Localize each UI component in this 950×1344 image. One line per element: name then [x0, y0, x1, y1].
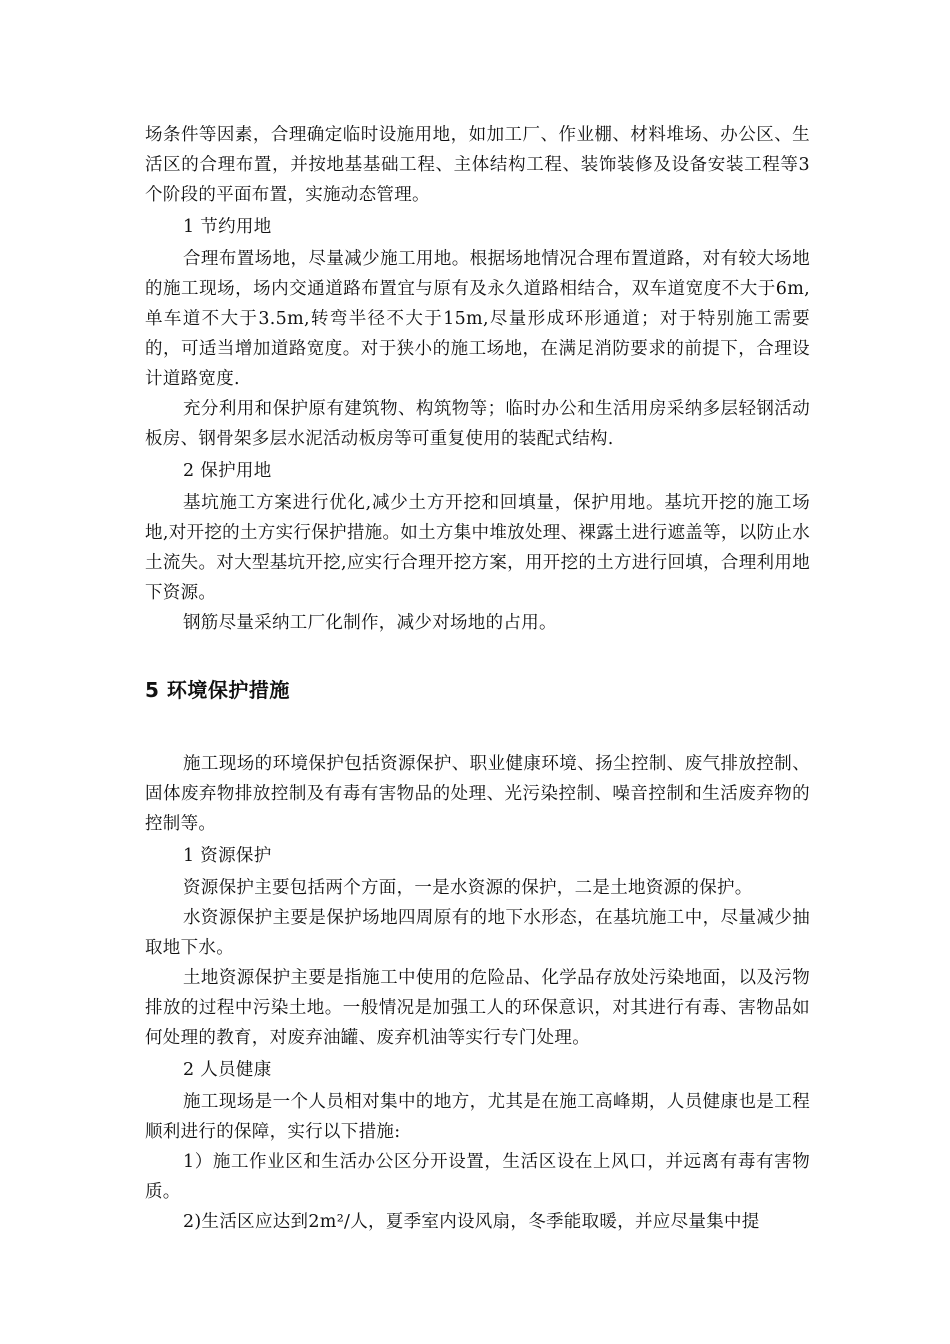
paragraph: 施工现场的环境保护包括资源保护、职业健康环境、扬尘控制、废气排放控制、固体废弃物排放控制及有毒有害物品的处理、光污染控制、噪音控制和生活废弃物的控制等。	[145, 754, 810, 834]
paragraph: 钢筋尽量采纳工厂化制作，减少对场地的占用。	[183, 613, 557, 633]
paragraph: 施工现场是一个人员相对集中的地方，尤其是在施工高峰期，人员健康也是工程顺利进行的保障，实行以下措施:	[145, 1092, 810, 1142]
paragraph: 基坑施工方案进行优化,减少土方开挖和回填量，保护用地。基坑开挖的施工场地,对开挖的土方实行保护措施。如土方集中堆放处理、裸露土进行遮盖等，以防止水土流失。对大型基坑开挖,应实行合理开挖方案，用开挖的土方进行回填，合理利用地下资源。	[145, 493, 810, 603]
paragraph: 水资源保护主要是保护场地四周原有的地下水形态，在基坑施工中，尽量减少抽取地下水。	[145, 908, 810, 958]
document-page	[145, 120, 810, 1237]
section-number-2-heading: 2 保护用地	[183, 461, 272, 481]
section-resource-heading: 1 资源保护	[183, 846, 272, 866]
paragraph: 资源保护主要包括两个方面，一是水资源的保护，二是土地资源的保护。	[183, 878, 753, 898]
paragraph: 合理布置场地，尽量减少施工用地。根据场地情况合理布置道路，对有较大场地的施工现场，场内交通道路布置宜与原有及永久道路相结合，双车道宽度不大于6m,单车道不大于3.5m,转弯半径不大于15m,尽量形成环形通道；对于特别施工需要的，可适当增加道路宽度。对于狭小的施工场地，在满足消防要求的前提下，合理设计道路宽度.	[145, 249, 810, 389]
section-number-1-heading: 1 节约用地	[183, 217, 272, 237]
paragraph: 土地资源保护主要是指施工中使用的危险品、化学品存放处污染地面，以及污物排放的过程中污染土地。一般情况是加强工人的环保意识，对其进行有毒、害物品如何处理的教育，对废弃油罐、废弃机油等实行专门处理。	[145, 968, 810, 1048]
list-item: 1）施工作业区和生活办公区分开设置，生活区设在上风口，并远离有毒有害物质。	[145, 1152, 810, 1202]
paragraph: 场条件等因素，合理确定临时设施用地，如加工厂、作业棚、材料堆场、办公区、生活区的合理布置，并按地基基础工程、主体结构工程、装饰装修及设备安装工程等3个阶段的平面布置，实施动态管理。	[145, 125, 810, 205]
section-health-heading: 2 人员健康	[183, 1060, 272, 1080]
paragraph: 充分利用和保护原有建筑物、构筑物等；临时办公和生活用房采纳多层轻钢活动板房、钢骨架多层水泥活动板房等可重复使用的装配式结构.	[145, 399, 810, 449]
chapter-heading: 5 环境保护措施	[145, 678, 290, 702]
list-item: 2)生活区应达到2m²/人，夏季室内设风扇，冬季能取暖，并应尽量集中提	[183, 1212, 760, 1232]
